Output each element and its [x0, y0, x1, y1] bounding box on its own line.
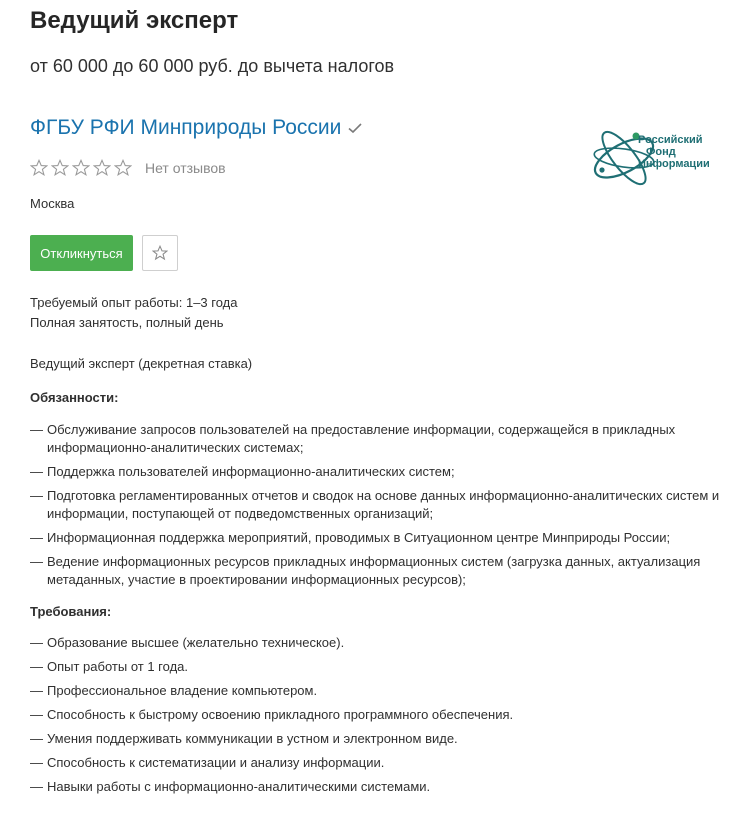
- company-logo[interactable]: [590, 112, 725, 204]
- star-icon: [30, 159, 48, 177]
- requirements-list: [30, 634, 720, 796]
- employment: Полная занятость, полный день: [30, 315, 224, 330]
- salary: от 60 000 до 60 000 руб. до вычета налогов: [30, 56, 395, 76]
- duties-title: Обязанности:: [30, 390, 119, 405]
- list-item: — Способность к быстрому освоению прикладного программного обеспечения.: [30, 706, 720, 724]
- list-item: — Профессиональное владение компьютером.: [30, 682, 720, 700]
- list-item: — Навыки работы с информационно-аналитическими системами.: [30, 778, 720, 796]
- company-link[interactable]: [30, 116, 363, 140]
- experience: Требуемый опыт работы: 1–3 года: [30, 295, 238, 310]
- list-item: — Ведение информационных ресурсов прикладных информационных систем (загрузка данных, актуализация метаданных, участие в проектировании информационных ресурсов);: [30, 553, 720, 589]
- list-item: — Образование высшее (желательно техническое).: [30, 634, 720, 652]
- list-item: — Поддержка пользователей информационно-аналитических систем;: [30, 463, 720, 481]
- vacancy-description: [30, 354, 720, 802]
- star-icon: [93, 159, 111, 177]
- city: Москва: [30, 196, 75, 211]
- list-item: — Подготовка регламентированных отчетов и сводок на основе данных информационно-аналитических систем и информации, поступающей от подведомственных организаций;: [30, 487, 720, 523]
- star-icon: [51, 159, 69, 177]
- star-icon: [72, 159, 90, 177]
- apply-button[interactable]: Откликнуться: [30, 235, 133, 271]
- list-item: — Опыт работы от 1 года.: [30, 658, 720, 676]
- company-rating: [30, 159, 226, 177]
- star-icon: [114, 159, 132, 177]
- vacancy-details: [30, 293, 238, 333]
- list-item: — Обслуживание запросов пользователей на предоставление информации, содержащейся в прикладных информационно-аналитических системах;: [30, 421, 720, 457]
- list-item: — Умения поддерживать коммуникации в устном и электронном виде.: [30, 730, 720, 748]
- company-name: ФГБУ РФИ Минприроды России: [30, 116, 342, 139]
- duties-list: [30, 421, 720, 589]
- favorite-button[interactable]: [142, 235, 178, 271]
- vacancy-title: Ведущий эксперт: [30, 7, 239, 34]
- list-item: — Информационная поддержка мероприятий, проводимых в Ситуационном центре Минприроды России;: [30, 529, 720, 547]
- list-item: — Способность к систематизации и анализу информации.: [30, 754, 720, 772]
- star-icon: [152, 245, 168, 261]
- logo-text: Российский Фонд Информации: [638, 134, 710, 170]
- requirements-title: Требования:: [30, 604, 112, 619]
- reviews-link[interactable]: Нет отзывов: [145, 160, 226, 176]
- checkmark-icon: [347, 120, 363, 136]
- description-intro: Ведущий эксперт (декретная ставка): [30, 356, 253, 371]
